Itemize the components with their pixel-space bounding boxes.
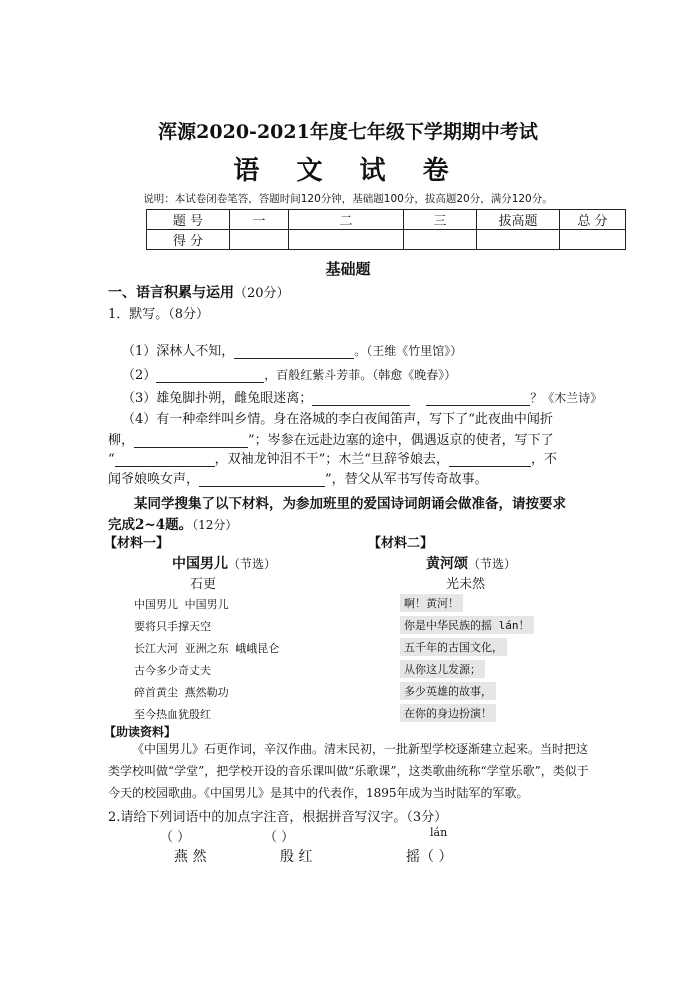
answer-blank[interactable] [156, 368, 264, 383]
q1-sentence-3 [122, 387, 602, 406]
material1-author: 石更 [190, 577, 217, 592]
score-cell[interactable] [477, 230, 560, 250]
q1-s4-line-2 [108, 429, 554, 448]
answer-blank[interactable] [115, 452, 215, 467]
material2-line: 五千年的古国文化， [400, 638, 507, 656]
q1-s4-line-3 [108, 448, 557, 467]
material2-line: 你是中华民族的摇 lán！ [400, 616, 534, 634]
part1-heading [108, 282, 290, 302]
exam-subtitle: 语 文 试 卷 [233, 156, 463, 186]
material1-excerpt-note: （节选） [228, 557, 277, 571]
material2-line: 多少英雄的故事， [400, 682, 496, 700]
material2-line: 从你这儿发源； [400, 660, 485, 678]
answer-blank[interactable] [134, 433, 248, 448]
q2-title: 2.请给下列词语中的加点字注音，根据拼音写汉字。（3分） [108, 810, 448, 825]
material1-line: 古今多少奇丈夫 [134, 664, 211, 677]
q1-s3-text: （3）雄兔脚扑朔，雌兔眼迷离； [122, 391, 313, 406]
part1-title: 一、语言积累与运用 [108, 285, 234, 301]
score-table-score-row [147, 230, 626, 250]
material1-line: 要将只手撑天空 [134, 620, 211, 633]
q1-s4-text: ，双袖龙钟泪不干”；木兰“旦辞爷娘去， [214, 452, 449, 467]
q1-s2-source: ，百般红紫斗芳菲。（韩愈《晚春》） [264, 368, 457, 382]
score-cell[interactable] [289, 230, 404, 250]
q1-title: 1．默写。（8分） [108, 307, 210, 322]
answer-blank[interactable] [234, 344, 354, 359]
material1-line: 至今热血犹殷红 [134, 708, 211, 721]
q1-s4-text: 闻爷娘唤女声， [108, 472, 200, 487]
material1-line: 碎首黄尘 燕然勒功 [134, 686, 229, 699]
material2-line: 在你的身边扮演！ [400, 704, 496, 722]
material2-label: 【材料二】 [368, 536, 434, 551]
q2-word-1: 燕 然 [174, 849, 207, 865]
q2-word-3[interactable]: 摇（ ） [406, 849, 453, 865]
q1-s1-source: 。（王维《竹里馆》） [354, 344, 463, 358]
material1-line: 长江大河 亚洲之东 峨峨昆仑 [134, 642, 280, 655]
q1-s4-text: ”；岑参在远赴边塞的途中，偶遇返京的使者，写下了 [248, 433, 554, 448]
q2-paren-1[interactable]: （ ） [160, 830, 191, 845]
material1-label: 【材料一】 [104, 536, 170, 551]
q1-s4-text: ”，替父从军书写传奇故事。 [325, 472, 488, 487]
answer-blank[interactable] [199, 472, 325, 487]
intro-instruction: 完成2~4题。 [108, 517, 193, 533]
q2-word-2: 殷 红 [280, 849, 313, 865]
material2-poem-title: 黄河颂 [426, 556, 468, 572]
material1-poem-title: 中国男儿 [172, 556, 228, 572]
score-table [146, 209, 626, 250]
q1-s4-text: “ [108, 452, 115, 467]
answer-blank[interactable] [312, 391, 410, 406]
q2-paren-2[interactable]: （ ） [264, 830, 295, 845]
q2-pinyin: lán [430, 826, 448, 839]
score-table-header-cell: 拔高题 [477, 210, 560, 230]
exam-title: 浑源2020-2021年度七年级下学期期中考试 [158, 121, 538, 143]
q1-s2-text: （2） [122, 368, 157, 383]
part1-points: （20分） [234, 286, 290, 301]
intro-line-1: 某同学搜集了以下材料，为参加班里的爱国诗词朗诵会做准备，请按要求 [134, 496, 566, 512]
q1-sentence-1 [122, 340, 462, 359]
q1-sentence-2 [122, 364, 456, 383]
answer-blank[interactable] [426, 391, 530, 406]
score-table-header-row [147, 210, 626, 230]
score-table-header-cell: 一 [230, 210, 289, 230]
score-table-header-cell: 三 [404, 210, 477, 230]
score-cell[interactable] [404, 230, 477, 250]
material2-line: 啊！黄河！ [400, 594, 463, 612]
score-table-header-cell: 总 分 [560, 210, 626, 230]
help-label: 【助读资料】 [104, 725, 177, 739]
intro-line-2 [108, 513, 237, 533]
material1-line: 中国男儿 中国男儿 [134, 598, 229, 611]
q1-s4-text: 柳， [108, 433, 135, 448]
score-cell[interactable] [230, 230, 289, 250]
q1-s4-line-4 [108, 468, 488, 487]
material2-excerpt-note: （节选） [468, 557, 517, 571]
q1-s3-source: ？《木兰诗》 [530, 391, 603, 405]
material1-title [172, 553, 276, 573]
section-title: 基础题 [325, 260, 371, 278]
score-cell[interactable] [560, 230, 626, 250]
score-row-label: 得 分 [147, 230, 230, 250]
material2-title [426, 553, 516, 573]
help-text: 《中国男儿》石更作词，辛汉作曲。清末民初，一批新型学校逐渐建立起来。当时把这类学校叫做“学堂”，把学校开设的音乐课叫做“乐歌课”，这类歌曲统称“学堂乐歌”，类似于今天的校园歌曲。《中国男儿》是其中的代表作，1895年成为当时陆军的军歌。 [108, 742, 589, 800]
score-table-header-cell: 题 号 [147, 210, 230, 230]
intro-points: （12分） [192, 518, 238, 532]
q1-s4-text: ，不 [530, 452, 557, 467]
q1-s4-line-1: （4）有一种牵绊叫乡情。身在洛城的李白夜闻笛声，写下了“此夜曲中闻折 [122, 412, 553, 427]
exam-instructions: 说明：本试卷闭卷笔答，答题时间120分钟，基础题100分，拔高题20分，满分120分。 [143, 193, 553, 205]
answer-blank[interactable] [449, 452, 531, 467]
q1-s1-text: （1）深林人不知， [122, 344, 235, 359]
material2-author: 光未然 [446, 577, 486, 592]
score-table-header-cell: 二 [289, 210, 404, 230]
